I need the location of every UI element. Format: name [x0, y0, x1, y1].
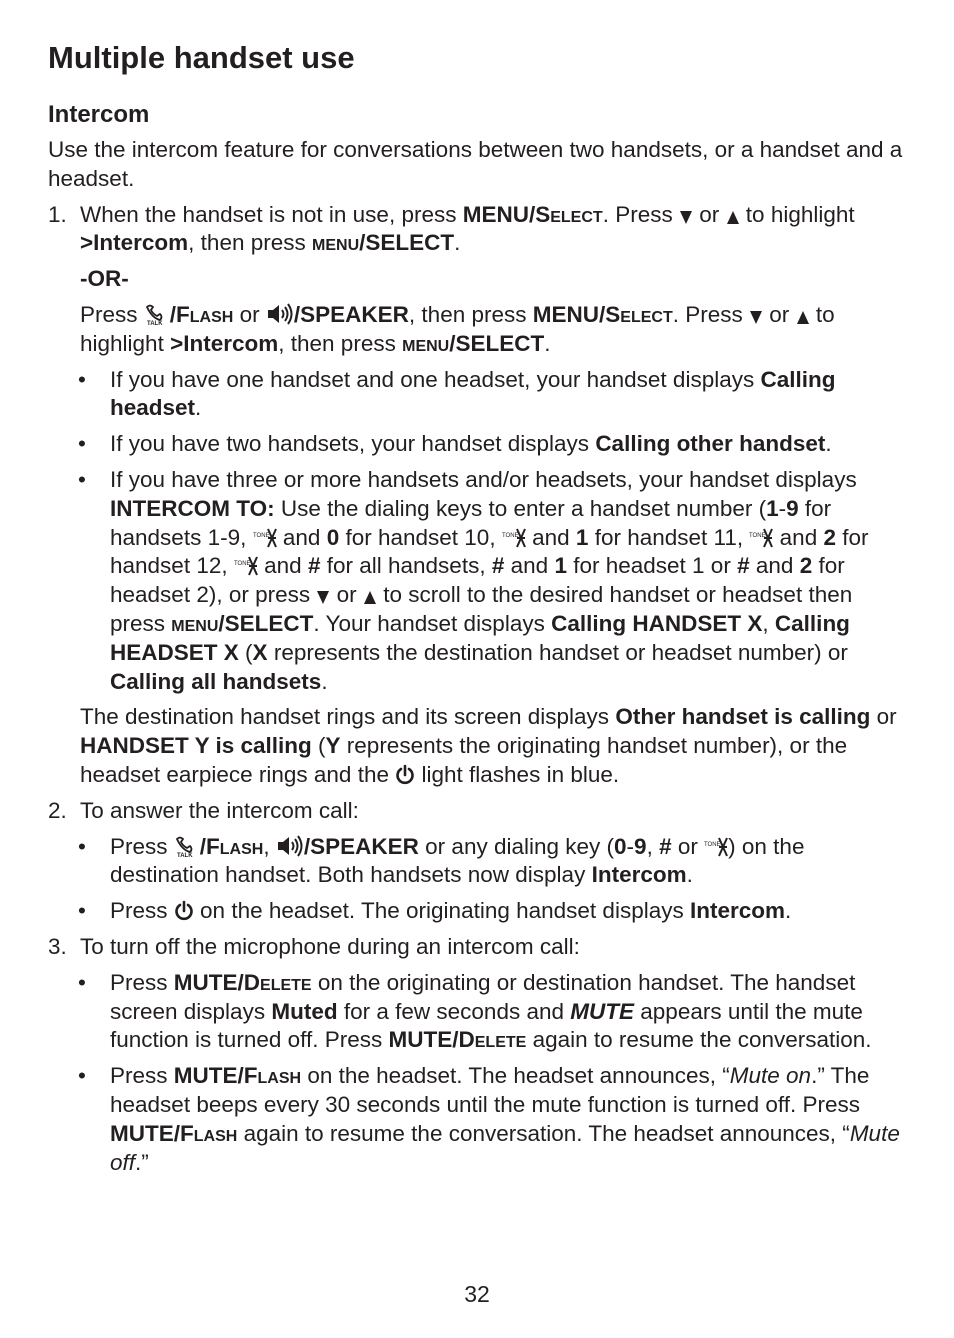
announcement-text: Mute off	[110, 1120, 900, 1175]
down-arrow-icon	[679, 208, 693, 226]
menu-item-label: >Intercom	[170, 330, 279, 356]
step-number: 2.	[48, 797, 67, 823]
key-label: 1	[575, 524, 589, 550]
text: for headset 1 or	[573, 553, 731, 579]
text: on the originating or destination handset. The handset screen displays	[110, 969, 856, 1024]
text: If you have two handsets, your handset displays	[110, 431, 590, 457]
text: .	[454, 230, 461, 256]
up-arrow-icon	[726, 208, 740, 226]
key-label: 2	[799, 553, 813, 579]
key-label: 1	[766, 495, 779, 521]
page-number: 32	[464, 1281, 490, 1307]
display-text: Calling all handsets	[110, 668, 322, 694]
bullet-text	[110, 833, 908, 891]
text: for headset 2), or press	[110, 553, 845, 608]
text: for handset 12,	[110, 524, 869, 579]
key-label: 0	[614, 833, 627, 859]
text: to highlight	[745, 201, 855, 227]
text: .	[321, 668, 328, 694]
svg-text:TALK: TALK	[176, 852, 193, 858]
bullet-text	[110, 430, 908, 459]
step-3	[48, 933, 908, 962]
text: (	[245, 639, 253, 665]
text: on the headset. The originating handset displays	[200, 898, 684, 924]
key-label: menu	[171, 610, 219, 636]
text: appears until the mute function is turned off. Press	[110, 998, 863, 1053]
or-label: -OR-	[80, 266, 129, 292]
key-label: menu	[312, 230, 360, 256]
text: represents the originating handset number), or the headset earpiece rings and the	[80, 733, 848, 787]
text: If you have three or more handsets and/or headsets, your handset displays	[110, 466, 857, 492]
bullet-dot: •	[78, 366, 86, 392]
text: to scroll to the desired handset or headset then press	[110, 582, 853, 636]
text: . Your handset displays	[313, 610, 545, 636]
intro-paragraph: Use the intercom feature for conversations between two handsets, or a handset and a headset.	[48, 137, 903, 191]
display-text: HANDSET Y is calling	[80, 733, 312, 759]
text: and	[755, 553, 794, 579]
text: , then press	[278, 330, 396, 356]
text: ,	[263, 833, 270, 859]
text: light flashes in blue.	[421, 761, 620, 787]
key-label: #	[737, 553, 750, 579]
bullet-mute-handset	[48, 969, 908, 1055]
bullet-two-handsets	[48, 430, 908, 459]
text: .	[544, 330, 551, 356]
display-text: Calling HANDSET X	[551, 610, 763, 636]
step-number: 3.	[48, 933, 67, 959]
tone-icon	[704, 836, 728, 858]
svg-text:TONE: TONE	[233, 561, 251, 568]
key-label: 9	[634, 833, 647, 859]
text: and	[282, 524, 321, 550]
text: and	[510, 553, 549, 579]
text: ,	[762, 610, 769, 636]
display-text: Intercom	[690, 898, 786, 924]
display-text: Other handset is calling	[615, 704, 871, 730]
bullet-text	[110, 1062, 908, 1177]
text: .” The headset beeps every 30 seconds until the mute function is turned off. Press	[110, 1063, 870, 1117]
key-label: 0	[326, 524, 340, 550]
power-icon	[395, 764, 415, 786]
text: .	[686, 862, 693, 888]
key-label: MUTE/	[388, 1027, 459, 1053]
key-label: MUTE/	[173, 969, 244, 995]
bullet-one-headset	[48, 366, 908, 424]
bullet-dot: •	[78, 969, 86, 995]
text: Press	[110, 969, 168, 995]
text: for handsets 1-9,	[110, 495, 832, 550]
key-label: 2	[823, 524, 836, 550]
key-label: 1	[554, 553, 567, 579]
text: When the handset is not in use, press	[80, 201, 457, 227]
destination-paragraph	[48, 703, 908, 789]
or-divider	[48, 265, 908, 294]
key-label: 9	[786, 495, 799, 521]
text: or	[336, 582, 357, 608]
key-label: Select	[605, 301, 673, 327]
text: -	[778, 495, 787, 521]
down-arrow-icon	[749, 308, 763, 326]
svg-text:TONE: TONE	[749, 532, 766, 539]
bullet-dot: •	[78, 431, 86, 457]
page-title: Multiple handset use	[48, 40, 355, 75]
talk-icon	[144, 302, 170, 326]
section-heading: Intercom	[48, 101, 150, 128]
text: and	[532, 524, 570, 550]
display-text: Calling other handset	[595, 431, 826, 457]
text: or any dialing key (	[425, 833, 615, 859]
key-label: #	[491, 553, 505, 579]
up-arrow-icon	[363, 588, 377, 606]
tone-icon	[749, 527, 773, 549]
key-label: Select	[535, 201, 603, 227]
text: for handset 10,	[345, 524, 496, 550]
svg-text:TALK: TALK	[146, 320, 163, 326]
announcement-text: Mute on	[729, 1063, 812, 1089]
text: for a few seconds and	[343, 998, 564, 1024]
bullet-three-or-more	[48, 466, 908, 696]
key-label: /SELECT	[218, 610, 314, 636]
text: or	[239, 301, 260, 327]
text: for all handsets,	[326, 553, 486, 579]
key-label: /Flash	[199, 833, 264, 859]
text: or	[769, 301, 790, 327]
display-text: MUTE	[570, 998, 635, 1024]
bullet-answer-handset	[48, 833, 908, 891]
display-text: Muted	[271, 998, 338, 1024]
bullet-text	[110, 466, 908, 696]
text: Press	[110, 833, 168, 859]
bullet-text	[110, 366, 908, 424]
text: or	[699, 201, 720, 227]
text: . Press	[672, 301, 743, 327]
text: ) on the destination handset. Both handsets now display	[110, 833, 805, 888]
step-2-text: To answer the intercom call:	[80, 797, 359, 823]
key-label: #	[307, 553, 321, 579]
key-label: /SPEAKER	[293, 301, 409, 327]
key-label: /SPEAKER	[303, 833, 419, 859]
key-label: MENU/	[532, 301, 606, 327]
text: on the headset. The headset announces, “	[307, 1063, 730, 1089]
text: represents the destination handset or headset number) or	[273, 639, 848, 665]
text: Press	[110, 1063, 168, 1089]
bullet-mute-headset	[48, 1062, 908, 1177]
text: . Press	[602, 201, 673, 227]
talk-icon	[174, 834, 200, 858]
text: .	[825, 431, 832, 457]
key-label: /SELECT	[449, 330, 545, 356]
text: or	[677, 833, 698, 859]
text: The destination handset rings and its screen displays	[80, 704, 610, 730]
text: If you have one handset and one headset, your handset displays	[110, 366, 755, 392]
manual-page	[48, 38, 908, 1184]
step-number: 1.	[48, 201, 67, 227]
bullet-answer-headset	[48, 897, 908, 926]
key-label: Flash	[243, 1063, 302, 1089]
display-text: Calling HEADSET X	[110, 610, 850, 665]
text: .	[785, 898, 792, 924]
key-label: Delete	[243, 969, 312, 995]
step-1-alt-text	[48, 301, 908, 359]
speaker-icon	[276, 834, 304, 858]
variable-label: Y	[325, 733, 341, 759]
text: .”	[135, 1149, 149, 1175]
key-label: /SELECT	[359, 230, 455, 256]
key-label: #	[659, 833, 672, 859]
menu-item-label: >Intercom	[80, 230, 189, 256]
tone-icon	[502, 527, 526, 549]
key-label: menu	[402, 330, 450, 356]
bullet-text	[110, 969, 908, 1055]
step-1	[48, 201, 908, 259]
bullet-text	[110, 897, 908, 926]
text: ,	[646, 833, 653, 859]
bullet-dot: •	[78, 466, 86, 492]
key-label: MUTE/	[173, 1063, 244, 1089]
step-2	[48, 797, 908, 826]
svg-text:TONE: TONE	[704, 841, 721, 848]
key-label: MENU/	[462, 201, 536, 227]
text: and	[779, 524, 818, 550]
key-label: Flash	[180, 1120, 238, 1146]
variable-label: X	[252, 639, 268, 665]
text: again to resume the conversation. The headset announces, “	[243, 1120, 850, 1146]
power-icon	[174, 900, 194, 922]
bullet-dot: •	[78, 1063, 86, 1089]
bullet-dot: •	[78, 898, 86, 924]
text: and	[264, 553, 302, 579]
down-arrow-icon	[316, 588, 330, 606]
speaker-icon	[266, 302, 294, 326]
key-label: /Flash	[169, 301, 234, 327]
text: Press	[110, 898, 168, 924]
text: again to resume the conversation.	[532, 1027, 872, 1053]
text: .	[195, 395, 202, 421]
svg-text:TONE: TONE	[252, 532, 270, 539]
display-text: INTERCOM TO:	[110, 495, 275, 521]
text: or	[876, 704, 897, 730]
text: -	[626, 833, 635, 859]
text: , then press	[408, 301, 527, 327]
text: Press	[80, 301, 138, 327]
key-label: MUTE/	[110, 1120, 180, 1146]
tone-icon	[253, 527, 277, 549]
text: , then press	[188, 230, 306, 256]
text: for handset 11,	[594, 524, 744, 550]
text: to highlight	[80, 301, 835, 356]
text: Use the dialing keys to enter a handset number (	[280, 495, 767, 521]
up-arrow-icon	[796, 308, 810, 326]
step-1-text	[80, 201, 908, 259]
display-text: Calling headset	[110, 366, 836, 421]
text: (	[318, 733, 326, 759]
svg-text:TONE: TONE	[501, 532, 519, 539]
display-text: Intercom	[591, 862, 687, 888]
bullet-dot: •	[78, 833, 86, 859]
tone-icon	[234, 555, 258, 577]
step-3-text: To turn off the microphone during an intercom call:	[80, 933, 580, 959]
key-label: Delete	[458, 1027, 527, 1053]
